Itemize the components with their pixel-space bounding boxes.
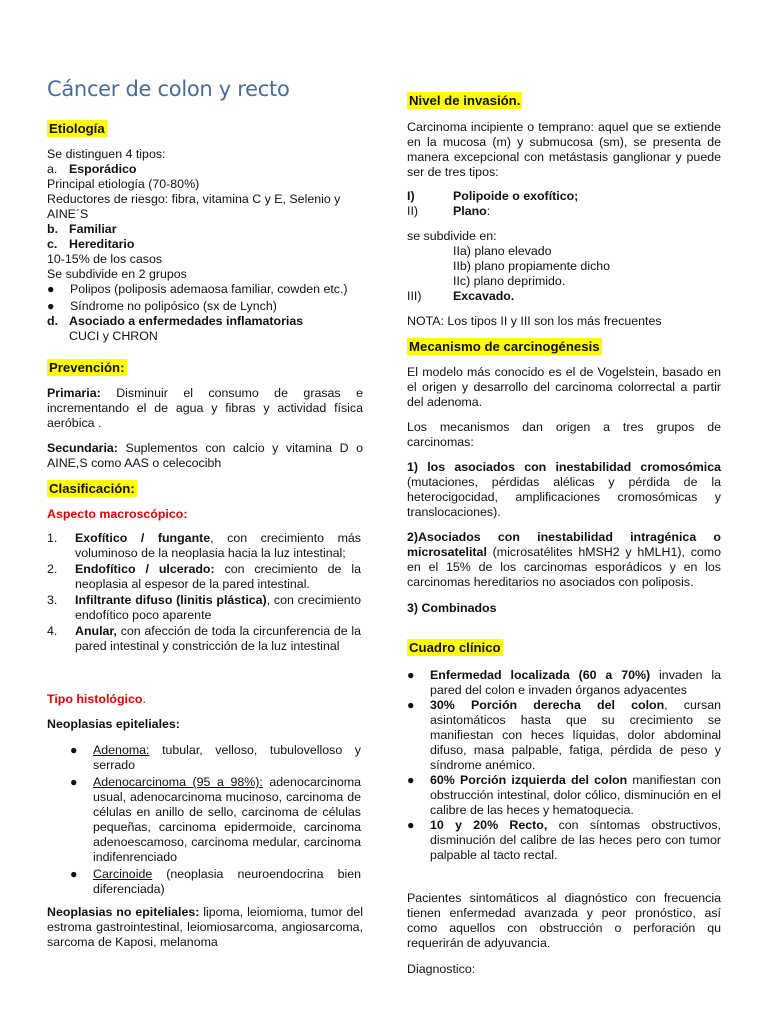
type-ii-colon: : bbox=[486, 204, 491, 218]
list-item bbox=[47, 299, 363, 314]
primaria-paragraph bbox=[47, 386, 363, 431]
cuadro-final-paragraph: Pacientes sintomáticos al diagnóstico con frecuencia tienen enfermedad avanzada y peor pronóstico, así como aquellos con obstrucción o perforación qu requerirán de adyuvancia. bbox=[407, 891, 721, 950]
item-text: adenocarcinoma usual, adenocarcinoma mucinoso, carcinoma de células en anillo de sello, carcinoma de células pequeñas, carcinoma epidermoide, carcinoma adenoescamoso, carcinoma medular, carcinoma indifenrenciado bbox=[93, 775, 361, 864]
type-i-text: Polipoide o exofítico; bbox=[453, 189, 579, 203]
type-iia: IIa) plano elevado bbox=[453, 244, 552, 258]
mecanismo-m3: 3) Combinados bbox=[407, 601, 497, 615]
list-item bbox=[47, 531, 361, 561]
item-text: (neoplasia neuroendocrina bien diferenciada) bbox=[93, 867, 361, 896]
type-b-title: Familiar bbox=[69, 222, 117, 236]
primaria-text: Disminuir el consumo de grasas e incrementando el de agua y fibras y actividad física aeróbica . bbox=[47, 386, 363, 430]
epiteliales-heading bbox=[47, 717, 180, 732]
aspecto-heading: Aspecto macroscópico: bbox=[47, 507, 188, 521]
list-item bbox=[70, 867, 361, 897]
item-underlined: Adenoma: bbox=[93, 743, 150, 757]
item-bold: Infiltrante difuso (linitis plástica) bbox=[75, 593, 267, 607]
cuadro-list bbox=[407, 668, 721, 863]
type-a-line1: Principal etiología (70-80%) bbox=[47, 177, 200, 191]
item-text: , con crecimiento más voluminoso de la neoplasia hacia la luz intestinal; bbox=[75, 531, 361, 560]
item-text: , cursan asintomáticos hasta que su crecimiento se manifiestan con heces líquidas, dolor abdominal difuso, masa palpable, fatiga, pérdida de peso y síndrome anémico. bbox=[430, 698, 721, 772]
cuadro-heading: Cuadro clínico bbox=[409, 640, 501, 655]
no-epiteliales-paragraph bbox=[47, 905, 363, 950]
item-bold: 10 y 20% Recto, bbox=[430, 818, 548, 832]
item-text: , con crecimiento endofítico poco aparente bbox=[75, 593, 361, 622]
no-epiteliales-text: lipoma, leiomioma, tumor del estroma gastrointestinal, leiomiosarcoma, angiosarcoma, sarcoma de Kaposi, melanoma bbox=[47, 905, 363, 949]
item-bold: Endofítico / ulcerado: bbox=[75, 562, 215, 576]
mecanismo-heading: Mecanismo de carcinogénesis bbox=[409, 339, 600, 354]
item-text: con afección de toda la circunferencia de la pared intestinal y constricción de la luz intestinal bbox=[75, 624, 361, 653]
type-d-line1: CUCI y CHRON bbox=[69, 329, 158, 343]
list-item bbox=[70, 743, 361, 773]
type-b bbox=[47, 222, 363, 237]
bullet-icon: ● bbox=[407, 668, 415, 682]
item-number: 2. bbox=[47, 562, 58, 576]
bullet-icon: ● bbox=[70, 775, 78, 789]
type-b-label: b. bbox=[47, 222, 59, 236]
type-a-line3: AINE´S bbox=[47, 207, 89, 221]
item-text: invaden la pared del colon e invaden órganos adyacentes bbox=[430, 668, 721, 697]
item-bold: Enfermedad localizada (60 a 70%) bbox=[430, 668, 651, 682]
clasificacion-heading: Clasificación: bbox=[49, 481, 135, 496]
type-c-line2: Se subdivide en 2 grupos bbox=[47, 267, 187, 281]
bullet-icon: ● bbox=[407, 818, 415, 832]
aspecto-list bbox=[47, 531, 361, 654]
list-item bbox=[407, 818, 721, 863]
item-bold: 30% Porción derecha del colon bbox=[430, 698, 665, 712]
tipo-histologico-text: Tipo histológico bbox=[47, 692, 143, 706]
diagnostico-heading: Diagnostico: bbox=[407, 962, 476, 976]
bullet-text: Polipos (poliposis ademaosa familiar, cowden etc.) bbox=[70, 282, 348, 296]
item-text: tubular, velloso, tubulovelloso y serrado bbox=[93, 743, 361, 772]
type-iii-num: III) bbox=[407, 289, 422, 303]
etiologia-section bbox=[47, 147, 363, 344]
list-item bbox=[47, 593, 361, 623]
type-a bbox=[47, 162, 363, 177]
type-c-title: Hereditario bbox=[69, 237, 135, 251]
tipo-histologico-dot: . bbox=[142, 692, 146, 706]
tipo-histologico-heading bbox=[47, 692, 146, 707]
m2-text: (microsatélites hMSH2 y hMLH1), como en el 15% de los carcinomas esporádicos y en los carcinomas hereditarios no asociados con poliposis. bbox=[407, 545, 721, 589]
list-item bbox=[407, 698, 721, 773]
bullet-icon: ● bbox=[70, 743, 78, 757]
list-item bbox=[407, 773, 721, 818]
item-text: con crecimiento de la neoplasia al espesor de la pared intestinal. bbox=[75, 562, 361, 591]
item-number: 1. bbox=[47, 531, 58, 545]
secundaria-label: Secundaria: bbox=[47, 441, 118, 455]
type-iii bbox=[407, 289, 721, 304]
no-epiteliales-label: Neoplasias no epiteliales: bbox=[47, 905, 200, 919]
item-number: 4. bbox=[47, 624, 58, 638]
bullet-icon: ● bbox=[47, 282, 55, 296]
type-iii-text: Excavado. bbox=[453, 289, 515, 303]
type-a-title: Esporádico bbox=[69, 162, 137, 176]
list-item bbox=[47, 282, 363, 297]
primaria-label: Primaria: bbox=[47, 386, 101, 400]
subdivide-text: se subdivide en: bbox=[407, 229, 497, 243]
nota-text: NOTA: Los tipos II y III son los más frecuentes bbox=[407, 314, 662, 328]
type-a-label: a. bbox=[47, 162, 58, 176]
type-i-num: I) bbox=[407, 189, 415, 203]
item-text: manifiestan con obstrucción intestinal, dolor cólico, disminución en el calibre de las heces y hematoquecia. bbox=[430, 773, 721, 817]
type-ii bbox=[407, 204, 721, 219]
type-c bbox=[47, 237, 363, 252]
item-bold: Anular, bbox=[75, 624, 117, 638]
nivel-heading: Nivel de invasión. bbox=[409, 93, 521, 108]
m1-text: (mutaciones, pérdidas alélicas y pérdida de la heterocigocidad, amplificaciones cromosómicas y translocaciones). bbox=[407, 475, 721, 519]
epiteliales-list bbox=[70, 743, 361, 897]
mecanismo-m2 bbox=[407, 530, 721, 590]
prevencion-heading: Prevención: bbox=[49, 360, 125, 375]
type-c-label: c. bbox=[47, 237, 58, 251]
mecanismo-m1 bbox=[407, 460, 721, 520]
type-ii-num: II) bbox=[407, 204, 419, 218]
type-c-line1: 10-15% de los casos bbox=[47, 252, 163, 266]
item-bold: Exofítico / fungante bbox=[75, 531, 211, 545]
item-underlined: Carcinoide bbox=[93, 867, 153, 881]
mecanismo-p2: Los mecanismos dan origen a tres grupos de carcinomas: bbox=[407, 420, 721, 449]
mecanismo-section bbox=[407, 365, 721, 616]
item-bold: 60% Porción izquierda del colon bbox=[430, 773, 628, 787]
m1-bold: 1) los asociados con inestabilidad cromosómica bbox=[407, 460, 721, 474]
type-d-label: d. bbox=[47, 314, 59, 328]
list-item bbox=[70, 775, 361, 865]
secundaria-paragraph bbox=[47, 441, 363, 471]
type-d bbox=[47, 314, 363, 329]
item-text: con síntomas obstructivos, disminución del calibre de las heces pero con tumor palpable al tacto rectal. bbox=[430, 818, 721, 862]
page-title: Cáncer de colon y recto bbox=[47, 77, 290, 101]
list-item bbox=[47, 624, 361, 654]
bullet-icon: ● bbox=[407, 773, 415, 787]
list-item bbox=[47, 562, 361, 592]
bullet-icon: ● bbox=[47, 299, 55, 313]
type-d-title: Asociado a enfermedades inflamatorias bbox=[69, 314, 304, 328]
item-number: 3. bbox=[47, 593, 58, 607]
bullet-icon: ● bbox=[407, 698, 415, 712]
item-underlined: Adenocarcinoma (95 a 98%): bbox=[93, 775, 263, 789]
nivel-intro: Carcinoma incipiente o temprano: aquel que se extiende en la mucosa (m) y submucosa (sm), se presenta de manera excepcional con metástasis ganglionar y puede ser de tres tipos: bbox=[407, 120, 721, 179]
type-a-line2: Reductores de riesgo: fibra, vitamina C y E, Selenio y bbox=[47, 192, 341, 206]
bullet-icon: ● bbox=[70, 867, 78, 881]
list-item bbox=[407, 668, 721, 698]
nivel-types bbox=[407, 189, 721, 329]
secundaria-text: Suplementos con calcio y vitamina D o AINE,S como AAS o celecocibh bbox=[47, 441, 363, 470]
epiteliales-heading-text: Neoplasias epiteliales: bbox=[47, 717, 180, 731]
prevencion-section bbox=[47, 386, 363, 471]
type-iib: IIb) plano propiamente dicho bbox=[453, 259, 611, 273]
bullet-text: Síndrome no polipósico (sx de Lynch) bbox=[70, 299, 277, 313]
type-iic: IIc) plano deprimido. bbox=[453, 274, 566, 288]
mecanismo-p1: El modelo más conocido es el de Vogelstein, basado en el origen y desarrollo del carcinoma colorrectal a partir del adenoma. bbox=[407, 365, 721, 409]
etiologia-heading: Etiología bbox=[49, 121, 105, 136]
etiologia-intro: Se distinguen 4 tipos: bbox=[47, 147, 166, 161]
type-ii-text: Plano bbox=[453, 204, 487, 218]
type-i bbox=[407, 189, 721, 204]
m2-bold: 2)Asociados con inestabilidad intragénica o microsatelital bbox=[407, 530, 721, 559]
